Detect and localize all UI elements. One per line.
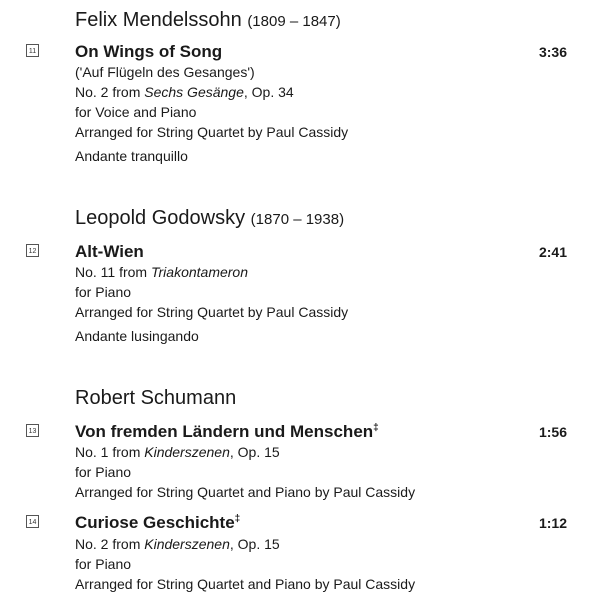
composer-heading: [75, 388, 236, 408]
source-work: Sechs Gesänge: [144, 84, 244, 100]
track-arrangement: Arranged for String Quartet by Paul Cassidy: [75, 124, 349, 140]
source-prefix: No. 2 from: [75, 536, 145, 552]
track-title-text: Curiose Geschichte: [75, 513, 235, 532]
composer-dates: (1870 – 1938): [250, 211, 345, 228]
track-title-text: On Wings of Song: [75, 42, 223, 61]
source-suffix: , Op. 15: [229, 536, 280, 552]
track-title-text: Von fremden Ländern und Menschen: [75, 422, 374, 441]
track-arrangement: Arranged for String Quartet by Paul Cassidy: [75, 304, 349, 320]
track-title-text: Alt-Wien: [75, 242, 144, 261]
track-duration: 3:36: [538, 44, 567, 60]
track-scoring: for Piano: [75, 556, 132, 572]
track-scoring: for Piano: [75, 464, 132, 480]
track-duration: 1:56: [538, 424, 567, 440]
track-title: [75, 243, 144, 260]
composer-name: Leopold Godowsky: [75, 207, 246, 229]
track-scoring: for Piano: [75, 284, 132, 300]
source-prefix: No. 2 from: [75, 84, 145, 100]
track-title: [75, 514, 240, 531]
track-scoring: for Voice and Piano: [75, 104, 197, 120]
source-prefix: No. 11 from: [75, 264, 151, 280]
composer-name: Felix Mendelssohn: [75, 9, 242, 31]
track-number-badge: 11: [26, 44, 39, 57]
source-work: Kinderszenen: [144, 536, 230, 552]
composer-name: Robert Schumann: [75, 387, 237, 409]
track-title: [75, 43, 222, 60]
track-duration: 1:12: [538, 515, 567, 531]
track-arrangement: Arranged for String Quartet and Piano by Paul Cassidy: [75, 576, 416, 592]
composer-heading: [75, 208, 344, 228]
track-alt-title: ('Auf Flügeln des Gesanges'): [75, 64, 255, 80]
track-source: [75, 445, 280, 459]
source-prefix: No. 1 from: [75, 444, 145, 460]
composer-heading: [75, 10, 341, 30]
track-number-badge: 14: [26, 515, 39, 528]
composer-dates: (1809 – 1847): [247, 13, 341, 30]
track-title-mark: ‡: [373, 422, 379, 434]
source-suffix: , Op. 34: [243, 84, 294, 100]
track-tempo: Andante lusingando: [75, 328, 199, 344]
track-title: [75, 423, 379, 440]
track-number-badge: 12: [26, 244, 39, 257]
track-source: [75, 85, 294, 99]
source-work: Triakontameron: [151, 264, 249, 280]
track-title-mark: ‡: [234, 513, 241, 525]
track-arrangement: Arranged for String Quartet and Piano by Paul Cassidy: [75, 484, 416, 500]
track-source: [75, 537, 280, 551]
track-tempo: Andante tranquillo: [75, 148, 188, 164]
source-suffix: , Op. 15: [229, 444, 280, 460]
track-number-badge: 13: [26, 424, 39, 437]
track-duration: 2:41: [538, 244, 567, 260]
track-source: [75, 265, 248, 279]
source-work: Kinderszenen: [144, 444, 230, 460]
